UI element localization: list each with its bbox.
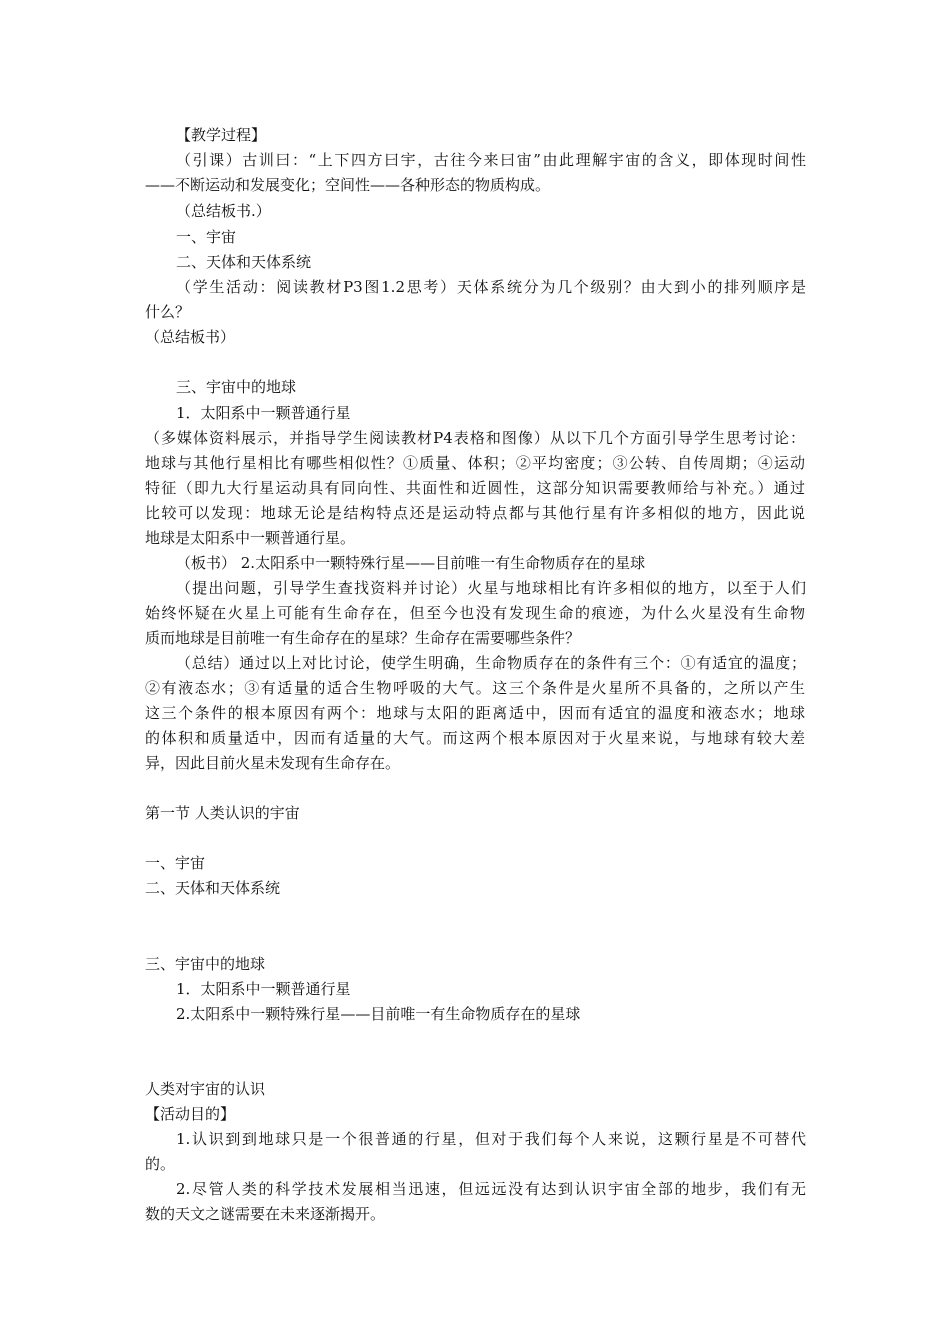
paragraph-line: 异，因此目前火星未发现有生命存在。 [145,754,401,772]
outline-item: 二、天体和天体系统 [145,879,281,897]
activity-title: 人类对宇宙的认识 [145,1080,266,1098]
paragraph-line: （多媒体资料展示，并指导学生阅读教材P4表格和图像）从以下几个方面引导学生思考讨论： [145,429,805,447]
section-heading-teaching-process: 【教学过程】 [176,126,267,144]
paragraph-line: 地球与其他行星相比有哪些相似性？①质量、体积；②平均密度；③公转、自传周期；④运动 [145,454,805,472]
paragraph-line: 地球是太阳系中一颗普通行星。 [145,529,356,547]
paragraph-line: 的体积和质量适中，因而有适量的大气。而这两个根本原因对于火星来说，与地球有较大差 [145,729,805,747]
paragraph-line: 2.尽管人类的科学技术发展相当迅速，但远远没有达到认识宇宙全部的地步，我们有无 [176,1180,806,1198]
paragraph-line: 这三个条件的根本原因有两个：地球与太阳的距离适中，因而有适宜的温度和液态水；地球 [145,704,805,722]
board-item: 二、天体和天体系统 [176,253,312,271]
outline-subitem: 2.太阳系中一颗特殊行星——目前唯一有生命物质存在的星球 [176,1005,581,1023]
board-item: 三、宇宙中的地球 [176,378,297,396]
paragraph-line: （总结板书） [145,328,236,346]
paragraph-line: 的。 [145,1155,176,1173]
board-item: 1．太阳系中一颗普通行星 [176,404,351,422]
paragraph-line: （引课）古训曰：“上下四方曰宇，古往今来曰宙”由此理解宇宙的含义，即体现时间性 [176,151,806,169]
paragraph-line: 质而地球是目前唯一有生命存在的星球？生命存在需要哪些条件？ [145,629,581,647]
activity-heading: 【活动目的】 [145,1105,236,1123]
paragraph-line: （总结）通过以上对比讨论，使学生明确，生命物质存在的条件有三个：①有适宜的温度； [176,654,806,672]
board-item: 一、宇宙 [176,228,237,246]
outline-subitem: 1．太阳系中一颗普通行星 [176,980,351,998]
outline-item: 一、宇宙 [145,854,206,872]
paragraph-line: ——不断运动和发展变化；空间性——各种形态的物质构成。 [145,176,551,194]
paragraph-line: 什么？ [145,303,191,321]
paragraph-line: （学生活动：阅读教材P3图1.2思考）天体系统分为几个级别？由大到小的排列顺序是 [176,278,806,296]
paragraph-line: （提出问题，引导学生查找资料并讨论）火星与地球相比有许多相似的地方，以至于人们 [176,579,806,597]
paragraph-line: 比较可以发现：地球无论是结构特点还是运动特点都与其他行星有许多相似的地方，因此说 [145,504,805,522]
paragraph-line: 始终怀疑在火星上可能有生命存在，但至今也没有发现生命的痕迹，为什么火星没有生命物 [145,604,805,622]
paragraph-line: 数的天文之谜需要在未来逐渐揭开。 [145,1205,386,1223]
outline-item: 三、宇宙中的地球 [145,955,266,973]
paragraph-line: ②有液态水；③有适量的适合生物呼吸的大气。这三个条件是火星所不具备的，之所以产生 [145,679,805,697]
section-title: 第一节 人类认识的宇宙 [145,804,300,822]
paragraph-line: 特征（即九大行星运动具有同向性、共面性和近圆性，这部分知识需要教师给与补充。）通过 [145,479,805,497]
paragraph-line: 1.认识到到地球只是一个很普通的行星，但对于我们每个人来说，这颗行星是不可替代 [176,1130,806,1148]
paragraph-line: （总结板书.） [176,202,271,220]
paragraph-line: （板书） 2.太阳系中一颗特殊行星——目前唯一有生命物质存在的星球 [176,554,646,572]
